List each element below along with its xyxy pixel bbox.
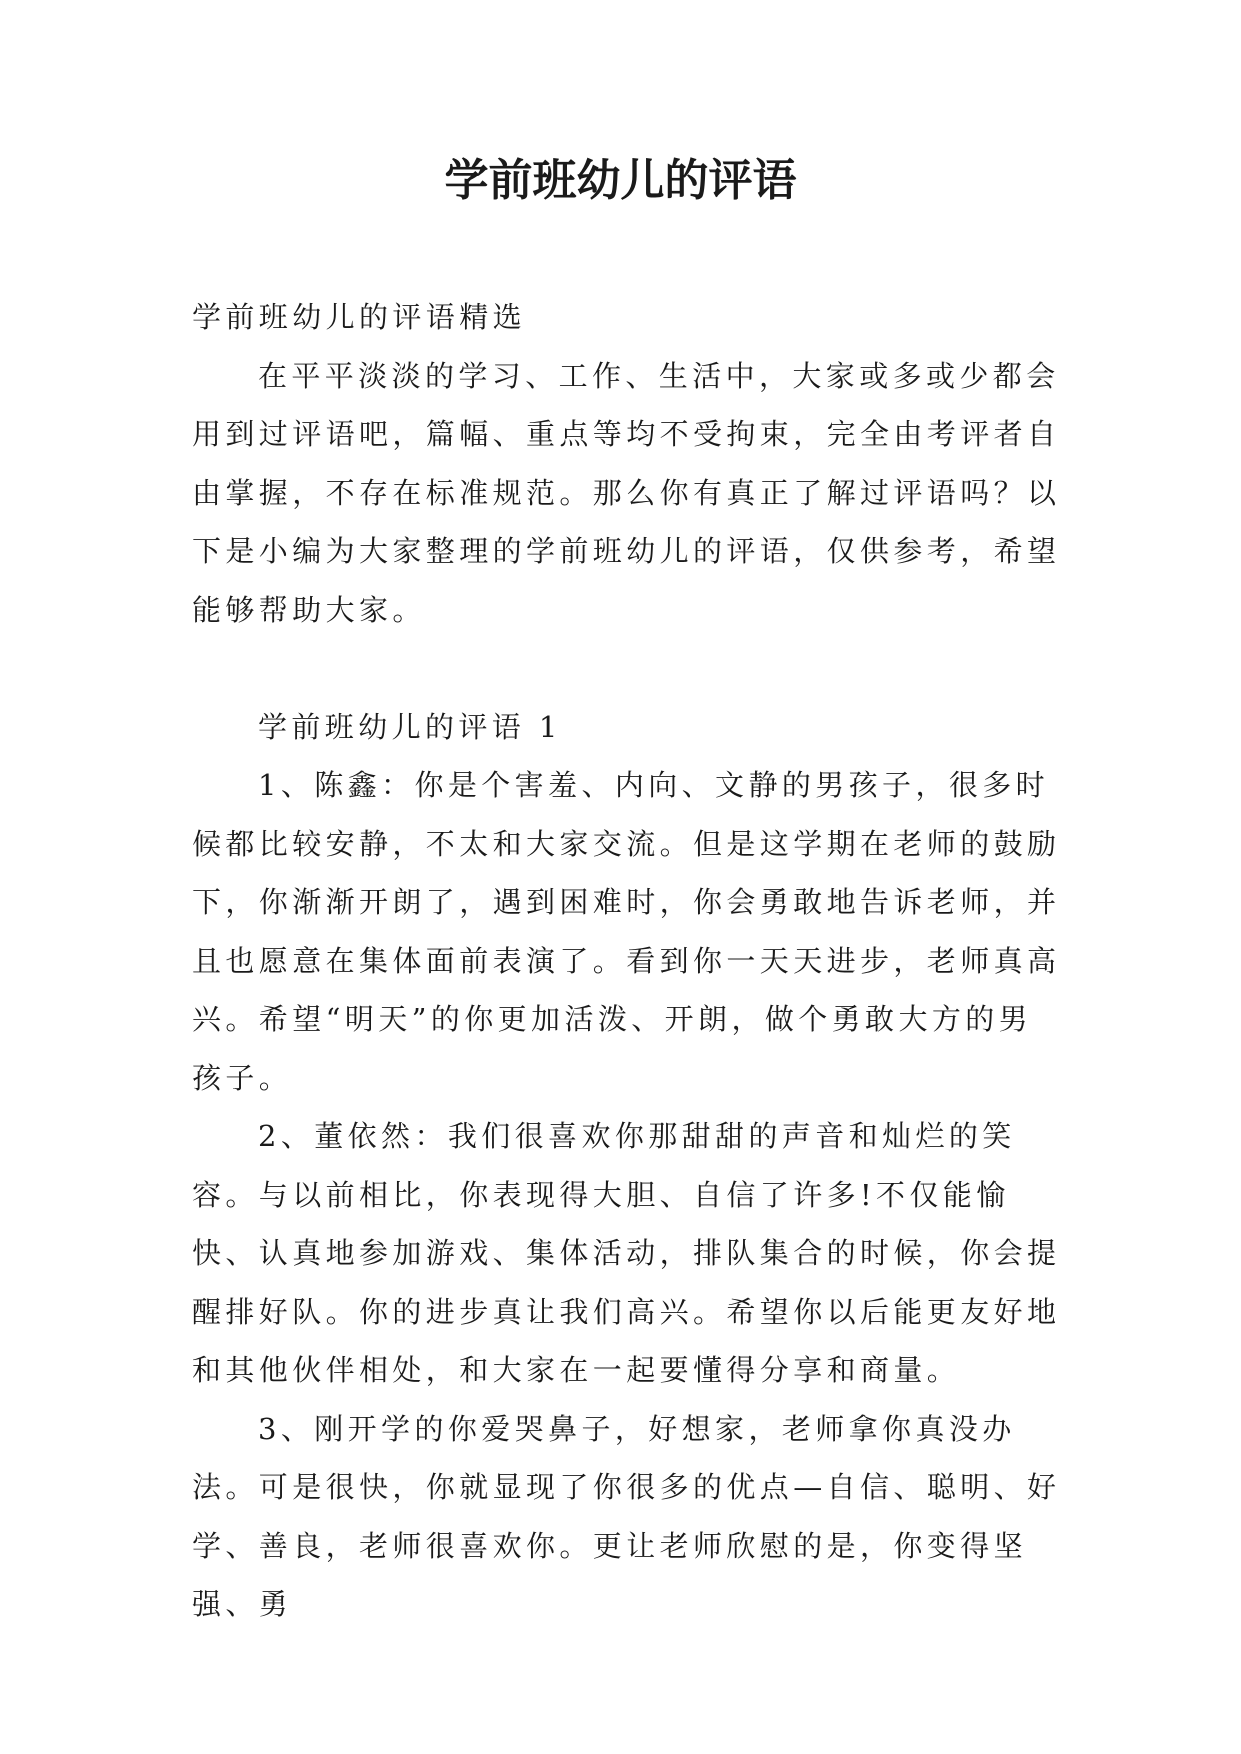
comment-paragraph-1: 1、陈鑫：你是个害羞、内向、文静的男孩子，很多时候都比较安静，不太和大家交流。但是这学期在老师的鼓励下，你渐渐开朗了，遇到困难时，你会勇敢地告诉老师，并且也愿意在集体面前表演了。看到你一天天进步，老师真高兴。希望“明天”的你更加活泼、开朗，做个勇敢大方的男孩子。 (192, 768, 1061, 1095)
document-title: 学前班幼儿的评语 (444, 155, 797, 206)
paragraph-spacer (192, 639, 1064, 698)
comment-paragraph-2: 2、董依然：我们很喜欢你那甜甜的声音和灿烂的笑容。与以前相比，你表现得大胆、自信了许多!不仅能愉快、认真地参加游戏、集体活动，排队集合的时候，你会提醒排好队。你的进步真让我们高兴。希望你以后能更友好地和其他伙伴相处，和大家在一起要懂得分享和商量。 (192, 1119, 1061, 1387)
document-subtitle: 学前班幼儿的评语精选 (192, 300, 527, 334)
section-heading: 学前班幼儿的评语 1 (258, 709, 562, 744)
intro-paragraph: 在平平淡淡的学习、工作、生活中，大家或多或少都会用到过评语吧，篇幅、重点等均不受拘束，完全由考评者自由掌握，不存在标准规范。那么你有真正了解过评语吗？以下是小编为大家整理的学前班幼儿的评语，仅供参考，希望能够帮助大家。 (192, 358, 1061, 627)
document-body (192, 288, 1064, 1634)
comment-paragraph-3: 3、刚开学的你爱哭鼻子，好想家，老师拿你真没办法。可是很快，你就显现了你很多的优点—自信、聪明、好学、善良，老师很喜欢你。更让老师欣慰的是，你变得坚强、勇 (192, 1411, 1061, 1621)
